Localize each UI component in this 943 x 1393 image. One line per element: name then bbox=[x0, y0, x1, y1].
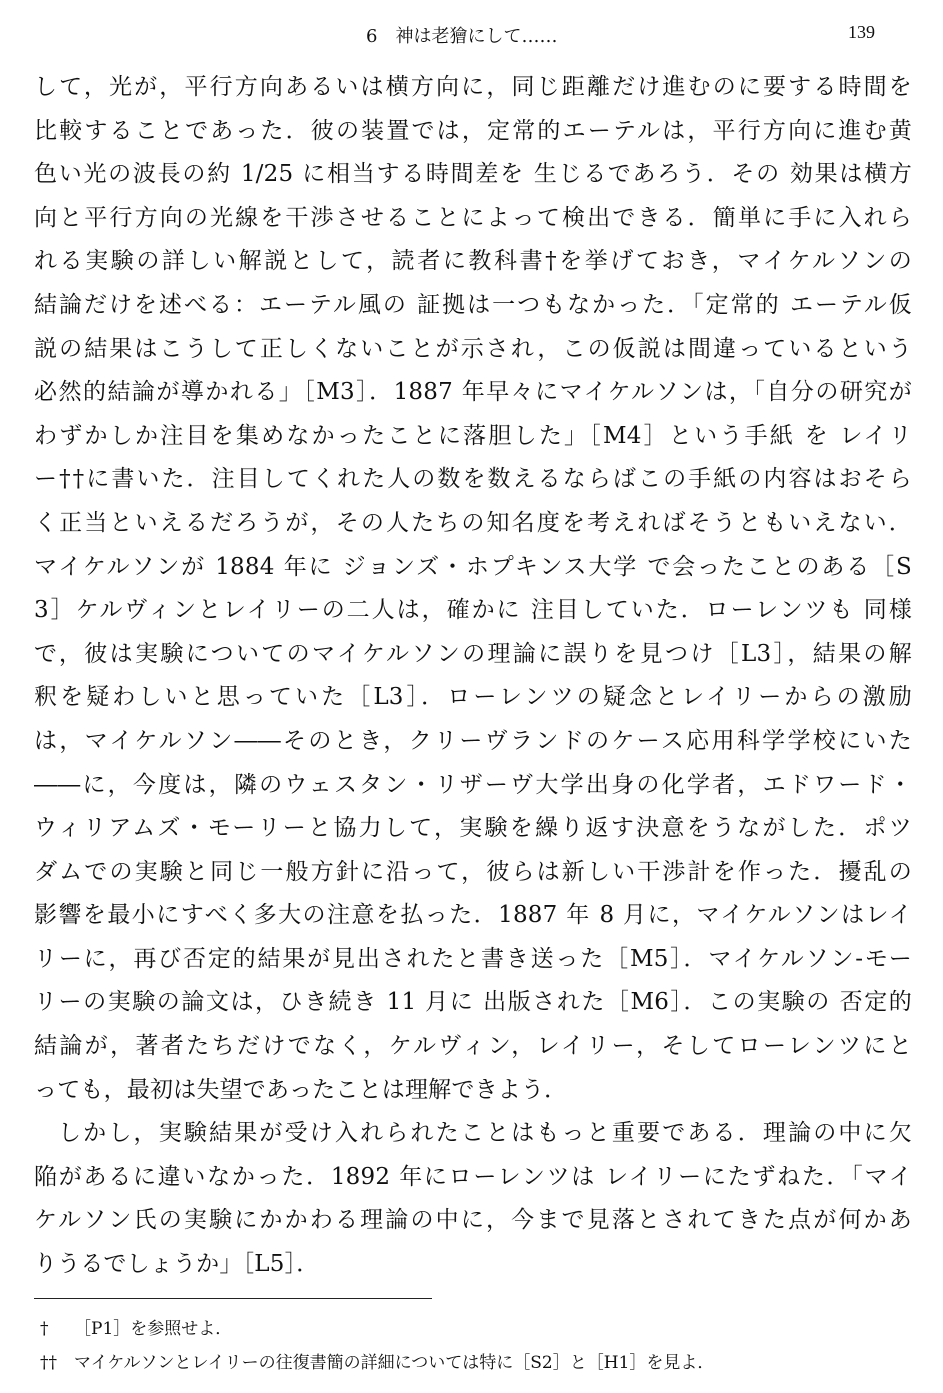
text-line: っても，最初は失望であったことは理解できよう． bbox=[34, 1076, 568, 1103]
footnote-mark: †† bbox=[40, 1353, 57, 1373]
text-line: しかし，実験結果が受け入れられたことはもっと重要である．理論の中に欠 bbox=[58, 1120, 912, 1147]
text-line: 色い光の波長の約 1/25 に相当する時間差を 生じるであろう．その 効果は横方 bbox=[34, 161, 912, 188]
text-line: ー††に書いた．注目してくれた人の数を数えるならばこの手紙の内容はおそら bbox=[34, 466, 912, 493]
text-line: 比較することであった．彼の装置では，定常的エーテルは，平行方向に進む黄 bbox=[34, 117, 912, 144]
body-text bbox=[34, 66, 912, 1287]
text-line: 釈を疑わしいと思っていた［L3］．ローレンツの疑念とレイリーからの激励 bbox=[34, 684, 912, 711]
text-line: は，マイケルソン――そのとき，クリーヴランドのケース応用科学学校にいた bbox=[34, 727, 912, 754]
text-line: ウィリアムズ・モーリーと協力して，実験を繰り返す決意をうながした．ポツ bbox=[34, 815, 912, 842]
text-line: 結論だけを述べる：エーテル風の 証拠は一つもなかった．「定常的 エーテル仮 bbox=[34, 291, 912, 318]
text-line: わずかしか注目を集めなかったことに落胆した」［M4］という手紙 を レイリ bbox=[34, 422, 912, 449]
text-line: 影響を最小にすべく多大の注意を払った．1887 年 8 月に，マイケルソンはレイ bbox=[34, 902, 912, 929]
text-line: ――に，今度は，隣のウェスタン・リザーヴ大学出身の化学者，エドワード・ bbox=[34, 771, 912, 798]
chapter-heading bbox=[366, 22, 557, 48]
text-line: で，彼は実験についてのマイケルソンの理論に誤りを見つけ［L3］，結果の解 bbox=[34, 640, 912, 667]
chapter-number: 6 bbox=[366, 26, 378, 47]
text-line: マイケルソンが 1884 年に ジョンズ・ホプキンス大学 で会ったことのある［S bbox=[34, 553, 912, 580]
text-line: りうるでしょうか」［L5］． bbox=[34, 1251, 320, 1278]
footnotes bbox=[40, 1312, 900, 1380]
text-line: 必然的結論が導かれる」［M3］．1887 年早々にマイケルソンは，「自分の研究が bbox=[34, 379, 912, 406]
text-line: 陥があるに違いなかった．1892 年にローレンツは レイリーにたずねた．「マイ bbox=[34, 1163, 912, 1190]
footnote-text: マイケルソンとレイリーの往復書簡の詳細については特に［S2］と［H1］を見よ． bbox=[74, 1353, 715, 1373]
text-line: れる実験の詳しい解説として，読者に教科書†を挙げておき，マイケルソンの bbox=[34, 248, 912, 275]
text-line: ケルソン氏の実験にかかわる理論の中に，今まで見落とされてきた点が何かあ bbox=[34, 1207, 912, 1234]
text-line: リーの実験の論文は，ひき続き 11 月に 出版された［M6］．この実験の 否定的 bbox=[34, 989, 912, 1016]
footnote bbox=[40, 1312, 900, 1346]
text-line: リーに，再び否定的結果が見出されたと書き送った［M5］．マイケルソン-モー bbox=[34, 945, 912, 972]
text-line: ダムでの実験と同じ一般方針に沿って，彼らは新しい干渉計を作った．擾乱の bbox=[34, 858, 912, 885]
running-header bbox=[0, 22, 943, 52]
footnote bbox=[40, 1346, 900, 1380]
chapter-title: 神は老獪にして…… bbox=[395, 26, 558, 47]
footnote-text: ［P1］を参照せよ． bbox=[74, 1319, 233, 1339]
page-number: 139 bbox=[848, 22, 875, 42]
footnote-mark: † bbox=[40, 1319, 49, 1339]
footnote-divider bbox=[34, 1298, 432, 1299]
text-line: 3］ケルヴィンとレイリーの二人は，確かに 注目していた．ローレンツも 同様 bbox=[34, 597, 912, 624]
text-line: して，光が，平行方向あるいは横方向に，同じ距離だけ進むのに要する時間を bbox=[34, 74, 912, 100]
text-line: く正当といえるだろうが，その人たちの知名度を考えればそうともいえない． bbox=[34, 509, 912, 536]
text-line: 説の結果はこうして正しくないことが示され，この仮説は間違っているという bbox=[34, 335, 912, 362]
text-line: 結論が，著者たちだけでなく，ケルヴィン，レイリー，そしてローレンツにと bbox=[34, 1033, 912, 1060]
text-line: 向と平行方向の光線を干渉させることによって検出できる．簡単に手に入れら bbox=[34, 204, 912, 231]
